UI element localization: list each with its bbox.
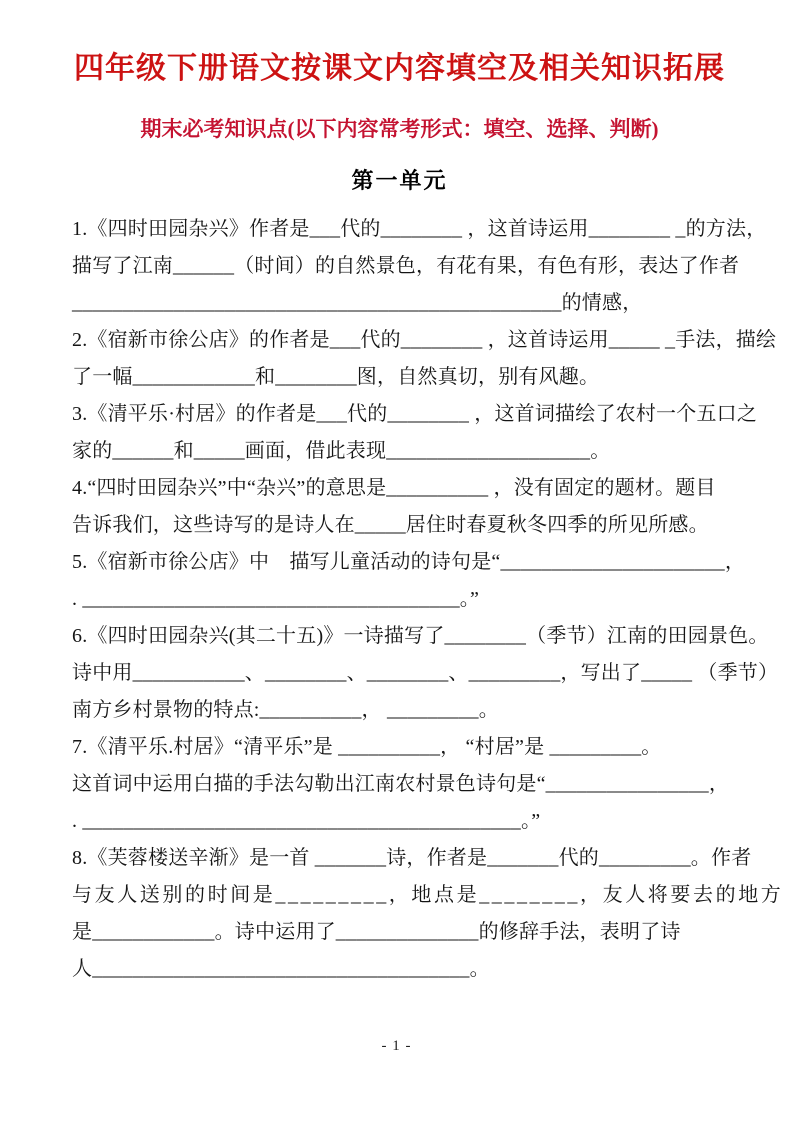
question-1 — [72, 211, 767, 322]
doc-title: 四年级下册语文按课文内容填空及相关知识拓展 — [74, 52, 725, 85]
question-line: 这首词中运用白描的手法勾勒出江南农村景色诗句是“________________， — [72, 773, 730, 795]
question-2 — [72, 322, 777, 396]
question-line: 告诉我们，这些诗写的是诗人在_____居住时春夏秋冬四季的所见所感。 — [72, 514, 709, 536]
question-4 — [72, 470, 727, 544]
question-line: 与友人送别的时间是_________，地点是________，友人将要去的地方 — [72, 884, 784, 906]
question-line: ________________________________________________的情感， — [72, 292, 643, 314]
question-7 — [72, 729, 730, 840]
question-line: 是____________。诗中运用了______________的修辞手法，表明了诗 — [72, 921, 681, 943]
question-line: 家的______和_____画面，借此表现____________________。 — [72, 440, 611, 462]
question-line: 描写了江南______（时间）的自然景色，有花有果，有色有形，表达了作者 — [72, 255, 740, 277]
question-8 — [72, 840, 784, 988]
question-line: 南方乡村景物的特点:__________， _________。 — [72, 699, 499, 721]
doc-subtitle: 期末必考知识点(以下内容常考形式：填空、选择、判断) — [140, 117, 659, 141]
question-line: 6.《四时田园杂兴(其二十五)》一诗描写了________（季节）江南的田园景色。 — [72, 625, 769, 647]
question-line: 4.“四时田园杂兴”中“杂兴”的意思是__________ ，没有固定的题材。题目 — [72, 477, 716, 499]
section-heading-unit-1: 第一单元 — [351, 168, 448, 193]
question-line: 5.《宿新市徐公店》中 描写儿童活动的诗句是“______________________， — [72, 551, 746, 573]
question-line: 3.《清平乐·村居》的作者是___代的________ ，这首词描绘了农村一个五口之 — [72, 403, 758, 425]
question-5 — [72, 544, 746, 618]
question-line: . ___________________________________________。” — [72, 810, 541, 832]
question-6 — [72, 618, 779, 729]
question-line: 7.《清平乐.村居》“清平乐”是 __________， “村居”是 _________。 — [72, 736, 662, 758]
question-line: 1.《四时田园杂兴》作者是___代的________ ，这首诗运用________ _的方法， — [72, 218, 767, 240]
page-number: - 1 - — [381, 1038, 412, 1054]
question-line: 诗中用___________、________、________、_________，写出了_____ （季节） — [72, 662, 779, 684]
question-line: 了一幅____________和________图，自然真切，别有风趣。 — [72, 366, 600, 388]
question-line: 2.《宿新市徐公店》的作者是___代的________ ，这首诗运用_____ _手法，描绘 — [72, 329, 777, 351]
question-3 — [72, 396, 758, 470]
question-line: . _____________________________________。” — [72, 588, 480, 610]
question-line: 人_____________________________________。 — [72, 958, 490, 980]
question-line: 8.《芙蓉楼送辛渐》是一首 _______诗，作者是_______代的_________。作者 — [72, 847, 752, 869]
